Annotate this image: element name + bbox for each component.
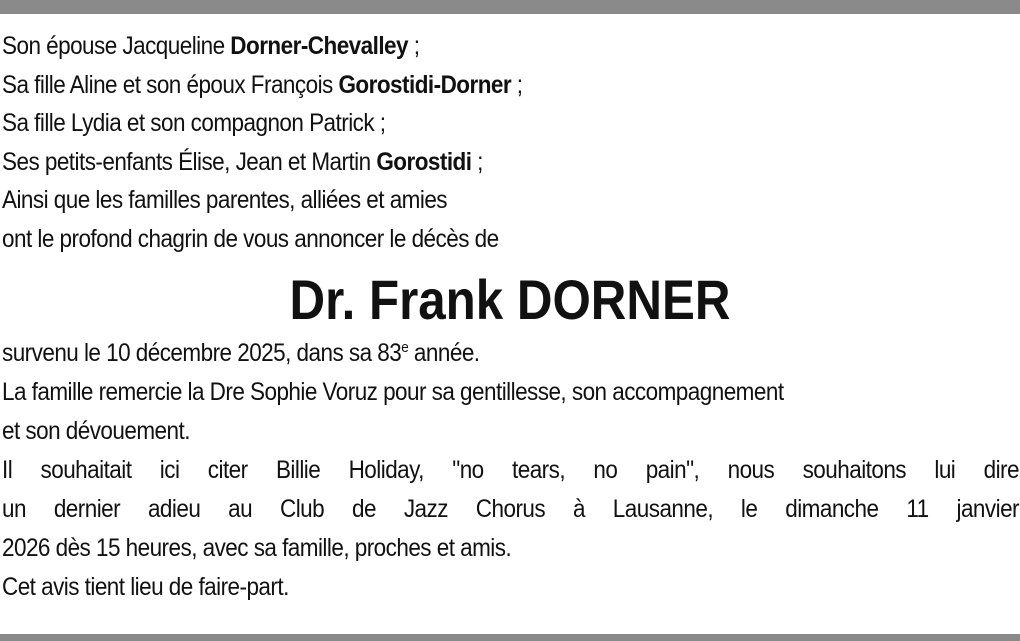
ceremony-line-1: Il souhaitait ici citer Billie Holiday, "no tears, no pain", nous souhaitons lui dire xyxy=(2,455,1019,484)
obituary-details xyxy=(2,334,1018,607)
obituary-notice xyxy=(2,27,1018,607)
thanks-line-2: et son dévouement. xyxy=(2,416,190,445)
family-line-text: Son épouse Jacqueline xyxy=(2,32,231,60)
thanks-line-1: La famille remercie la Dre Sophie Voruz pour sa gentillesse, son accompagnement xyxy=(2,377,784,406)
death-date-line xyxy=(2,334,916,373)
family-name: Gorostidi xyxy=(376,147,472,176)
family-line-punct: ; xyxy=(407,32,420,60)
family-announcement xyxy=(2,27,1018,259)
family-line-punct: ; xyxy=(471,147,483,176)
family-line-text: Sa fille Aline et son époux François xyxy=(2,70,339,99)
ordinal-superscript: e xyxy=(401,338,409,356)
family-line-text: Ses petits-enfants Élise, Jean et Martin xyxy=(2,147,377,176)
top-divider xyxy=(0,0,1020,14)
bottom-divider xyxy=(0,634,1020,641)
family-line-relatives: Ainsi que les familles parentes, alliées et amies xyxy=(2,186,448,215)
family-line-daughter-aline xyxy=(2,66,916,105)
ceremony-line-3: 2026 dès 15 heures, avec sa famille, proches et amis. xyxy=(2,533,512,562)
announcement-line: ont le profond chagrin de vous annoncer le décès de xyxy=(2,224,499,253)
death-date-text: survenu le 10 décembre 2025, dans sa 83 xyxy=(2,338,402,367)
family-line-spouse xyxy=(2,27,916,66)
family-line-daughter-lydia: Sa fille Lydia et son compagnon Patrick ; xyxy=(2,109,386,138)
family-name: Gorostidi-Dorner xyxy=(338,70,512,99)
death-date-suffix: année. xyxy=(408,338,480,367)
family-name: Dorner-Chevalley xyxy=(230,32,408,60)
deceased-name: Dr. Frank DORNER xyxy=(289,267,731,331)
family-line-grandchildren xyxy=(2,143,916,182)
family-line-punct: ; xyxy=(511,70,523,99)
closing-line: Cet avis tient lieu de faire-part. xyxy=(2,572,289,601)
ceremony-line-2: un dernier adieu au Club de Jazz Chorus à Lausanne, le dimanche 11 janvier xyxy=(2,494,1019,523)
